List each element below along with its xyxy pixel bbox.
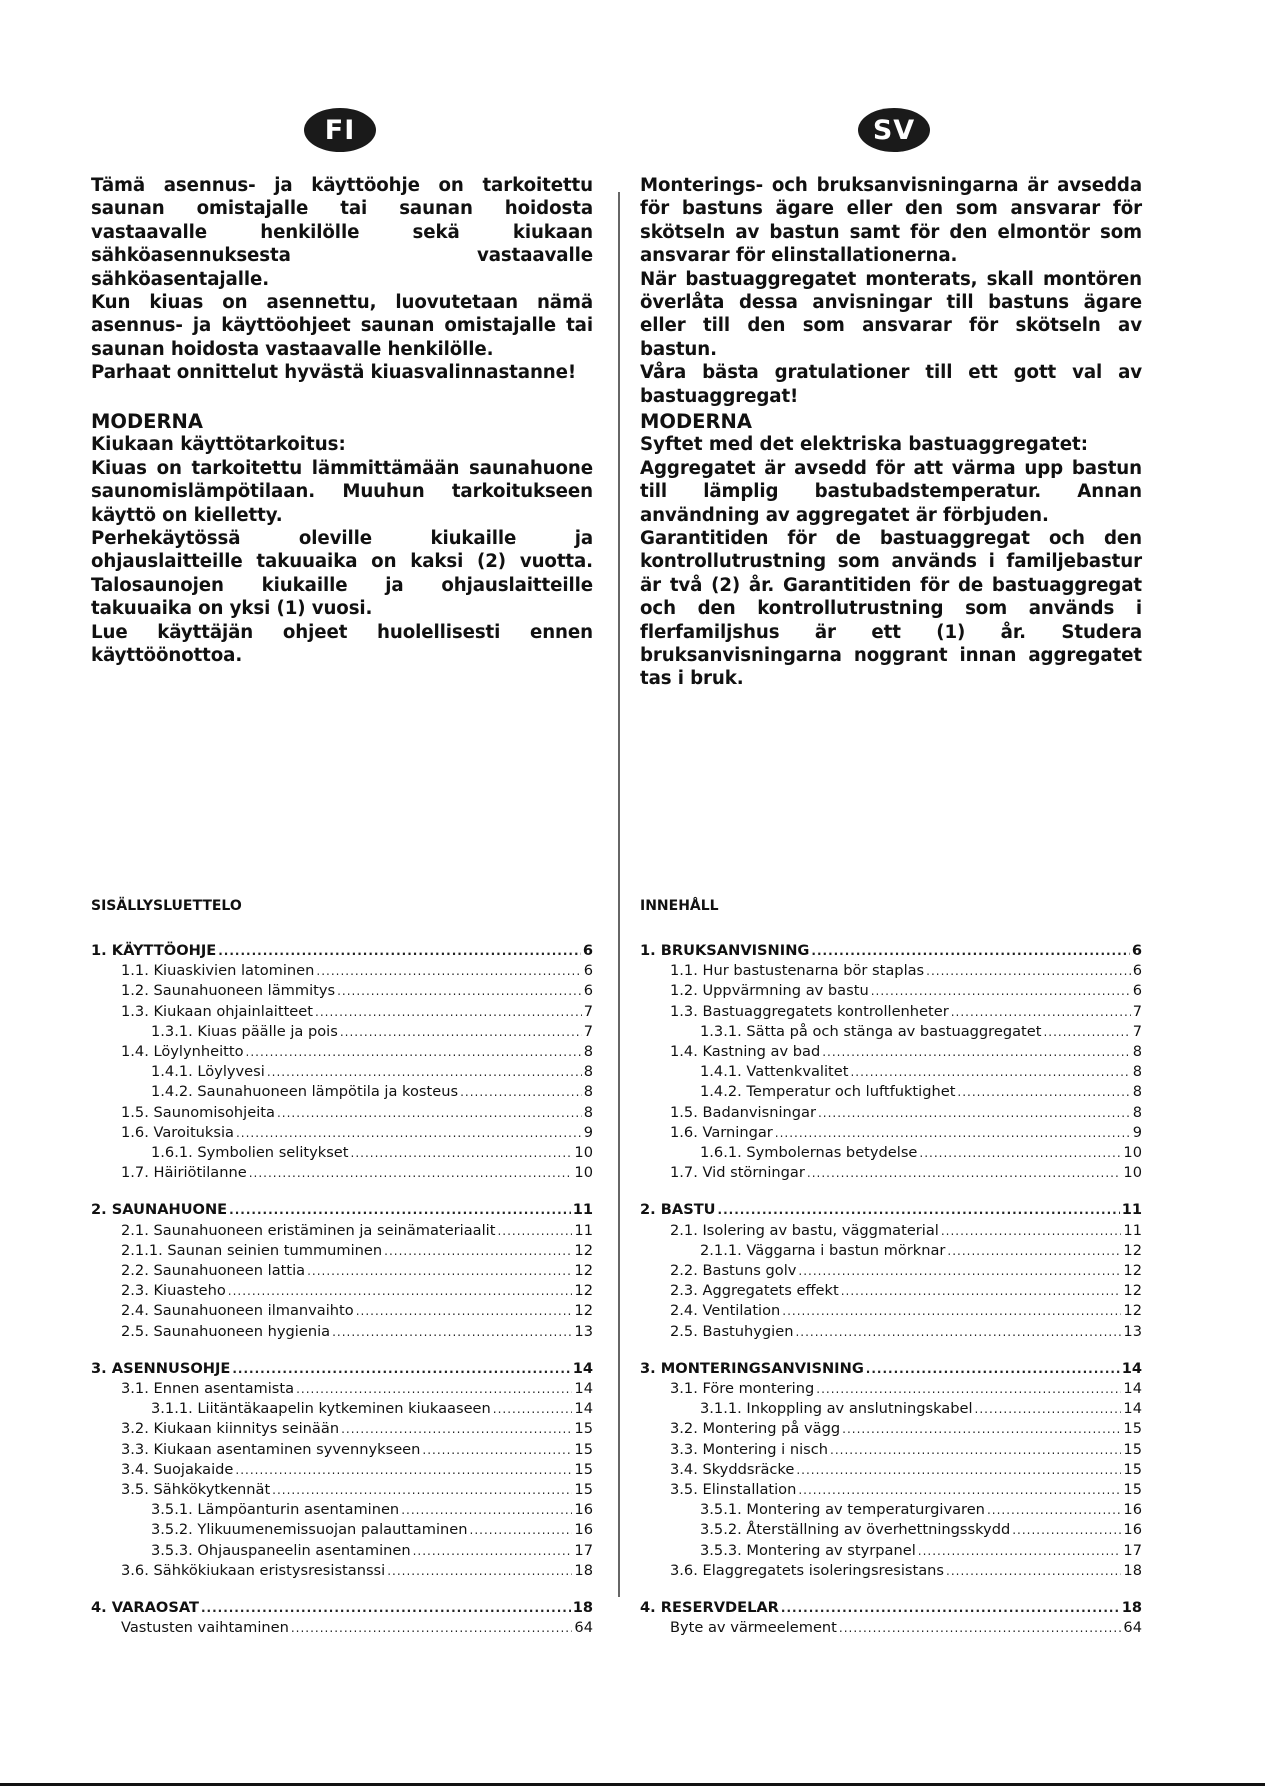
toc-entry-page: 12 — [1123, 1302, 1142, 1320]
purpose-paragraph: Garantitiden för de bastuaggregat och den kontrollutrustning som används i familjebastur är två (2) år. Garantitiden för de bastuaggregat och den kontrollutrustning som används i flerfamiljshus är ett (1) år. Studera bruksanvisningarna noggrant innan aggregatet tas i bruk. — [640, 528, 1142, 690]
toc-entry — [91, 1359, 593, 1379]
toc-entry — [91, 1103, 593, 1123]
toc-section — [640, 1359, 1142, 1581]
toc-leader-dots — [315, 1003, 582, 1022]
toc-entry-page: 12 — [574, 1302, 593, 1320]
toc-entry-title: 1.1. Hur bastustenarna bör staplas — [670, 962, 925, 980]
toc-entry-page: 15 — [1123, 1481, 1142, 1499]
toc-entry-page: 15 — [1123, 1420, 1142, 1438]
toc-leader-dots — [941, 1222, 1122, 1241]
model-title: MODERNA — [91, 410, 203, 433]
purpose-heading: Kiukaan käyttötarkoitus: — [91, 434, 346, 456]
toc-entry-page: 18 — [1123, 1561, 1142, 1579]
toc-leader-dots — [296, 1380, 572, 1399]
bottom-rule — [0, 1783, 1265, 1786]
toc-entry — [640, 1618, 1142, 1638]
toc-entry-title: 1.2. Saunahuoneen lämmitys — [121, 982, 336, 1000]
toc-entry — [91, 1598, 593, 1618]
toc-entry-page: 8 — [1132, 1083, 1142, 1101]
toc-entry-page: 16 — [574, 1521, 593, 1539]
toc-leader-dots — [798, 1262, 1121, 1281]
toc-entry — [91, 1561, 593, 1581]
toc-entry-title: Byte av värmeelement — [670, 1619, 837, 1637]
toc-entry — [91, 1221, 593, 1241]
toc-leader-dots — [850, 1063, 1130, 1082]
toc-leader-dots — [267, 1063, 582, 1082]
toc-leader-dots — [384, 1242, 572, 1261]
purpose-heading: Syftet med det elektriska bastuaggregatet: — [640, 434, 1089, 456]
toc-entry-page: 11 — [574, 1221, 593, 1239]
toc-entry-page: 18 — [574, 1561, 593, 1579]
toc-leader-dots — [946, 1562, 1121, 1581]
toc-entry — [91, 1002, 593, 1022]
toc-leader-dots — [957, 1083, 1130, 1102]
toc-entry-title: 3.4. Suojakaide — [121, 1460, 234, 1478]
toc-entry — [640, 1200, 1142, 1220]
toc-entry — [91, 941, 593, 961]
toc-leader-dots — [1043, 1023, 1130, 1042]
purpose-paragraph: Lue käyttäjän ohjeet huolellisesti ennen käyttöönottoa. — [91, 621, 593, 667]
toc-entry-title: 1.3. Bastuaggregatets kontrollenheter — [670, 1002, 949, 1020]
intro-paragraph: Parhaat onnittelut hyvästä kiuasvalinnastanne! — [91, 362, 577, 384]
toc-entry — [91, 1082, 593, 1102]
toc-entry — [91, 981, 593, 1001]
toc-entry — [640, 961, 1142, 981]
toc-entry-page: 17 — [574, 1541, 593, 1559]
toc-entry-page: 15 — [574, 1481, 593, 1499]
toc-entry — [640, 1399, 1142, 1419]
toc-entry-title: 3.2. Montering på vägg — [670, 1420, 841, 1438]
toc-entry-page: 13 — [1123, 1322, 1142, 1340]
toc-entry — [91, 1143, 593, 1163]
toc-entry-title: 2. BASTU — [640, 1201, 716, 1219]
table-of-contents-fi — [91, 897, 593, 1656]
intro-fi — [91, 174, 593, 385]
toc-entry-page: 12 — [574, 1282, 593, 1300]
intro-paragraph: Våra bästa gratulationer till ett gott val av bastuaggregat! — [640, 362, 1142, 407]
toc-entry — [640, 1082, 1142, 1102]
toc-entry — [640, 1062, 1142, 1082]
toc-entry-page: 10 — [1123, 1144, 1142, 1162]
toc-leader-dots — [775, 1124, 1131, 1143]
toc-entry-title: 1.6. Varningar — [670, 1123, 773, 1141]
toc-entry-title: 1.4.2. Temperatur och luftfuktighet — [700, 1083, 956, 1101]
toc-entry-title: 3.4. Skyddsräcke — [670, 1460, 795, 1478]
toc-entry-page: 16 — [1123, 1501, 1142, 1519]
toc-section — [640, 1200, 1142, 1341]
toc-leader-dots — [277, 1104, 582, 1123]
toc-leader-dots — [236, 1124, 582, 1143]
toc-leader-dots — [975, 1400, 1122, 1419]
toc-entry-title: 2.5. Bastuhygien — [670, 1322, 794, 1340]
toc-leader-dots — [337, 982, 582, 1001]
toc-entry — [91, 1520, 593, 1540]
toc-leader-dots — [926, 962, 1131, 981]
toc-entry — [91, 1419, 593, 1439]
toc-entry — [91, 1460, 593, 1480]
toc-leader-dots — [782, 1302, 1121, 1321]
toc-entry — [640, 1022, 1142, 1042]
toc-entry-title: 1.7. Häiriötilanne — [121, 1164, 247, 1182]
toc-entry — [640, 1301, 1142, 1321]
toc-leader-dots — [947, 1242, 1121, 1261]
toc-entry-title: 3.1.1. Inkoppling av anslutningskabel — [700, 1400, 973, 1418]
toc-entry-title: 3.1. Före montering — [670, 1380, 815, 1398]
toc-entry-page: 7 — [1132, 1022, 1142, 1040]
intro-sv — [640, 174, 1142, 408]
toc-leader-dots — [1012, 1521, 1121, 1540]
toc-entry-title: 1.6.1. Symbolien selitykset — [151, 1144, 349, 1162]
toc-section — [91, 1200, 593, 1341]
toc-leader-dots — [235, 1461, 572, 1480]
toc-entry — [640, 1598, 1142, 1618]
toc-leader-dots — [229, 1201, 571, 1220]
toc-entry-page: 12 — [574, 1241, 593, 1259]
model-section-sv — [640, 410, 1142, 691]
toc-leader-dots — [272, 1481, 572, 1500]
toc-entry-title: 2.4. Saunahuoneen ilmanvaihto — [121, 1302, 354, 1320]
toc-entry — [91, 1042, 593, 1062]
toc-entry-title: 3.1. Ennen asentamista — [121, 1380, 295, 1398]
toc-entry-page: 9 — [583, 1123, 593, 1141]
toc-entry — [91, 1123, 593, 1143]
toc-entry-title: 2. SAUNAHUONE — [91, 1201, 228, 1219]
column-divider — [618, 192, 620, 1597]
toc-entry-page: 10 — [574, 1164, 593, 1182]
toc-entry — [640, 1123, 1142, 1143]
toc-leader-dots — [291, 1619, 573, 1638]
toc-entry-title: 4. RESERVDELAR — [640, 1599, 779, 1617]
toc-entry — [640, 1379, 1142, 1399]
toc-entry-title: 2.4. Ventilation — [670, 1302, 781, 1320]
toc-entry — [640, 1163, 1142, 1183]
toc-entry — [640, 1042, 1142, 1062]
toc-entry — [640, 1480, 1142, 1500]
toc-entry — [640, 1359, 1142, 1379]
toc-entry-title: 1. KÄYTTÖOHJE — [91, 942, 217, 959]
toc-entry-title: 3.5. Elinstallation — [670, 1481, 797, 1499]
toc-entry-title: 3.6. Sähkökiukaan eristysresistanssi — [121, 1561, 386, 1579]
toc-entry — [640, 1241, 1142, 1261]
toc-entry-title: 2.5. Saunahuoneen hygienia — [121, 1322, 331, 1340]
toc-entry-title: 3.1.1. Liitäntäkaapelin kytkeminen kiukaaseen — [151, 1400, 491, 1418]
toc-leader-dots — [246, 1043, 582, 1062]
toc-entry-page: 64 — [1123, 1619, 1142, 1637]
toc-entry-page: 12 — [1123, 1241, 1142, 1259]
toc-entry-page: 12 — [574, 1262, 593, 1280]
toc-entry — [91, 1163, 593, 1183]
toc-entry-title: 1.6.1. Symbolernas betydelse — [700, 1144, 918, 1162]
toc-leader-dots — [460, 1083, 582, 1102]
toc-entry-page: 8 — [1132, 1063, 1142, 1081]
toc-leader-dots — [493, 1400, 573, 1419]
toc-entry — [640, 981, 1142, 1001]
toc-leader-dots — [356, 1302, 573, 1321]
purpose-paragraph: Aggregatet är avsedd för att värma upp bastun till lämplig bastubadstemperatur. Annan användning av aggregatet är förbjuden. — [640, 457, 1142, 526]
toc-entry-title: 1.2. Uppvärmning av bastu — [670, 982, 869, 1000]
toc-entry-page: 14 — [572, 1359, 593, 1377]
toc-entry — [640, 1281, 1142, 1301]
toc-leader-dots — [798, 1481, 1121, 1500]
toc-entry — [91, 1500, 593, 1520]
toc-entry — [640, 1419, 1142, 1439]
toc-leader-dots — [201, 1599, 571, 1618]
toc-leader-dots — [951, 1003, 1131, 1022]
table-of-contents-sv — [640, 897, 1142, 1656]
toc-leader-dots — [340, 1023, 582, 1042]
toc-entry-page: 15 — [1123, 1440, 1142, 1458]
toc-section — [640, 1598, 1142, 1638]
toc-entry-title: 2.1.1. Saunan seinien tummuminen — [121, 1241, 383, 1259]
purpose-paragraph: Kiuas on tarkoitettu lämmittämään saunahuone saunomislämpötilaan. Muuhun tarkoitukseen käyttö on kielletty. — [91, 457, 593, 526]
toc-entry-page: 10 — [1123, 1164, 1142, 1182]
intro-paragraph: Tämä asennus- ja käyttöohje on tarkoitettu saunan omistajalle tai saunan hoidosta vastaavalle henkilölle sekä kiukaan sähköasennuksesta vastaavalle sähköasentajalle. — [91, 175, 593, 290]
toc-entry-title: 1.3. Kiukaan ohjainlaitteet — [121, 1002, 313, 1020]
toc-entry — [91, 1200, 593, 1220]
toc-entry — [640, 1440, 1142, 1460]
toc-entry — [640, 1221, 1142, 1241]
toc-entry — [640, 1103, 1142, 1123]
toc-entry-page: 18 — [572, 1599, 593, 1617]
toc-entry — [91, 1618, 593, 1638]
toc-entry-title: 3.5.1. Lämpöanturin asentaminen — [151, 1501, 400, 1519]
toc-entry-title: 1.1. Kiuaskivien latominen — [121, 962, 315, 980]
toc-leader-dots — [332, 1323, 572, 1342]
toc-entry-page: 8 — [1132, 1043, 1142, 1061]
toc-leader-dots — [822, 1043, 1130, 1062]
toc-entry-title: 4. VARAOSAT — [91, 1599, 199, 1617]
toc-entry-page: 7 — [583, 1022, 593, 1040]
toc-entry-page: 8 — [583, 1083, 593, 1101]
toc-entry-page: 14 — [1121, 1359, 1142, 1377]
toc-leader-dots — [866, 1360, 1120, 1379]
toc-entry — [91, 1261, 593, 1281]
toc-entry-title: 1.4. Kastning av bad — [670, 1043, 821, 1061]
toc-entry — [640, 1500, 1142, 1520]
toc-entry-page: 14 — [574, 1380, 593, 1398]
toc-entry — [640, 941, 1142, 961]
toc-entry-title: 2.1.1. Väggarna i bastun mörknar — [700, 1241, 946, 1259]
toc-entry-title: 3. ASENNUSOHJE — [91, 1359, 231, 1377]
toc-entry-page: 14 — [1123, 1380, 1142, 1398]
toc-entry-title: 2.1. Saunahuoneen eristäminen ja seinämateriaalit — [121, 1221, 496, 1239]
toc-entry-page: 6 — [582, 942, 593, 959]
toc-entry — [640, 1561, 1142, 1581]
toc-entry — [91, 1322, 593, 1342]
toc-entry-title: 2.1. Isolering av bastu, väggmaterial — [670, 1221, 939, 1239]
toc-entry-page: 16 — [1123, 1521, 1142, 1539]
toc-entry-page: 14 — [574, 1400, 593, 1418]
toc-entry-page: 14 — [1123, 1400, 1142, 1418]
toc-entry-page: 8 — [583, 1043, 593, 1061]
toc-entry-title: 2.3. Kiuasteho — [121, 1282, 226, 1300]
toc-leader-dots — [811, 942, 1129, 961]
toc-entry-page: 6 — [1132, 982, 1142, 1000]
intro-paragraph: Kun kiuas on asennettu, luovutetaan nämä asennus- ja käyttöohjeet saunan omistajalle tai saunan hoidosta vastaavalle henkilölle. — [91, 292, 593, 360]
toc-leader-dots — [470, 1521, 573, 1540]
toc-entry-title: 1.5. Badanvisningar — [670, 1103, 816, 1121]
toc-entry — [91, 1241, 593, 1261]
toc-entry-title: 1.3.1. Sätta på och stänga av bastuaggregatet — [700, 1022, 1042, 1040]
toc-entry-page: 10 — [574, 1144, 593, 1162]
toc-entry-title: 1.4. Löylynheitto — [121, 1043, 244, 1061]
toc-entry — [91, 1301, 593, 1321]
toc-entry — [91, 1440, 593, 1460]
toc-entry-title: Vastusten vaihtaminen — [121, 1619, 289, 1637]
toc-leader-dots — [413, 1542, 573, 1561]
toc-entry-title: 1.4.1. Löylyvesi — [151, 1063, 265, 1081]
toc-section — [91, 1598, 593, 1638]
toc-entry-title: 2.2. Bastuns golv — [670, 1262, 797, 1280]
toc-entry-title: 1.4.1. Vattenkvalitet — [700, 1063, 849, 1081]
toc-leader-dots — [422, 1441, 572, 1460]
toc-entry-page: 18 — [1121, 1599, 1142, 1617]
toc-entry — [91, 1399, 593, 1419]
toc-leader-dots — [841, 1282, 1122, 1301]
toc-entry-page: 11 — [1123, 1221, 1142, 1239]
toc-entry-title: 3.5. Sähkökytkennät — [121, 1481, 271, 1499]
toc-leader-dots — [232, 1360, 570, 1379]
toc-leader-dots — [351, 1144, 573, 1163]
toc-entry — [91, 1541, 593, 1561]
toc-entry-page: 9 — [1132, 1123, 1142, 1141]
toc-entry-title: 1.5. Saunomisohjeita — [121, 1103, 275, 1121]
toc-leader-dots — [218, 942, 581, 961]
toc-entry-title: 3. MONTERINGSANVISNING — [640, 1359, 864, 1377]
toc-entry-page: 8 — [583, 1103, 593, 1121]
toc-entry — [91, 1480, 593, 1500]
toc-entry-page: 6 — [583, 962, 593, 980]
toc-entry — [640, 1541, 1142, 1561]
toc-entry-page: 15 — [574, 1440, 593, 1458]
toc-entry-title: 3.3. Montering i nisch — [670, 1440, 829, 1458]
toc-leader-dots — [387, 1562, 572, 1581]
toc-entry-page: 6 — [1131, 942, 1142, 959]
toc-leader-dots — [818, 1104, 1131, 1123]
toc-section — [91, 1359, 593, 1581]
toc-leader-dots — [796, 1461, 1121, 1480]
toc-leader-dots — [401, 1501, 572, 1520]
toc-leader-dots — [839, 1619, 1122, 1638]
toc-entry-page: 8 — [1132, 1103, 1142, 1121]
toc-entry-title: 3.3. Kiukaan asentaminen syvennykseen — [121, 1440, 421, 1458]
model-section-fi — [91, 410, 593, 667]
language-badge-fi: FI — [304, 108, 376, 152]
toc-entry — [91, 1281, 593, 1301]
toc-leader-dots — [816, 1380, 1121, 1399]
toc-entry-title: 3.2. Kiukaan kiinnitys seinään — [121, 1420, 340, 1438]
toc-entry-title: 1.3.1. Kiuas päälle ja pois — [151, 1022, 338, 1040]
toc-entry — [640, 1460, 1142, 1480]
toc-entry-title: 2.3. Aggregatets effekt — [670, 1282, 839, 1300]
toc-entry-page: 6 — [1132, 962, 1142, 980]
toc-leader-dots — [249, 1164, 573, 1183]
intro-paragraph: När bastuaggregatet monterats, skall montören överlåta dessa anvisningar till bastuns ägare eller till den som ansvarar för skötseln av bastun. — [640, 268, 1142, 360]
toc-entry-title: 2.2. Saunahuoneen lattia — [121, 1262, 306, 1280]
toc-leader-dots — [781, 1599, 1120, 1618]
toc-entry-title: 1. BRUKSANVISNING — [640, 942, 810, 959]
toc-leader-dots — [228, 1282, 573, 1301]
toc-section — [640, 941, 1142, 1183]
toc-entry-page: 12 — [1123, 1282, 1142, 1300]
toc-entry-title: 3.5.1. Montering av temperaturgivaren — [700, 1501, 985, 1519]
toc-title: INNEHÅLL — [640, 898, 719, 914]
toc-leader-dots — [795, 1323, 1121, 1342]
toc-leader-dots — [718, 1201, 1120, 1220]
toc-entry-page: 8 — [583, 1063, 593, 1081]
toc-entry-page: 15 — [1123, 1460, 1142, 1478]
toc-entry — [91, 1062, 593, 1082]
intro-paragraph: Monterings- och bruksanvisningarna är avsedda för bastuns ägare eller den som ansvarar för skötseln av bastun samt för den elmontör som ansvarar för elinstallationerna. — [640, 175, 1142, 267]
toc-entry-page: 7 — [583, 1002, 593, 1020]
toc-leader-dots — [830, 1441, 1121, 1460]
toc-leader-dots — [871, 982, 1131, 1001]
toc-entry-title: 3.5.3. Montering av styrpanel — [700, 1541, 916, 1559]
toc-entry-title: 3.6. Elaggregatets isoleringsresistans — [670, 1561, 944, 1579]
toc-entry — [640, 1261, 1142, 1281]
toc-entry-title: 1.6. Varoituksia — [121, 1123, 234, 1141]
toc-entry-page: 11 — [572, 1201, 593, 1219]
toc-title: SISÄLLYSLUETTELO — [91, 898, 242, 914]
toc-entry-page: 15 — [574, 1420, 593, 1438]
toc-entry-title: 3.5.3. Ohjauspaneelin asentaminen — [151, 1541, 411, 1559]
toc-leader-dots — [918, 1542, 1122, 1561]
toc-entry — [91, 1379, 593, 1399]
toc-entry — [640, 1002, 1142, 1022]
toc-entry — [91, 1022, 593, 1042]
model-title: MODERNA — [640, 410, 752, 433]
toc-leader-dots — [842, 1420, 1121, 1439]
toc-entry-page: 64 — [574, 1619, 593, 1637]
purpose-paragraph: Perhekäytössä oleville kiukaille ja ohjauslaitteille takuuaika on kaksi (2) vuotta. Talosaunojen kiukaille ja ohjauslaitteille takuuaika on yksi (1) vuosi. — [91, 528, 593, 620]
toc-entry-title: 1.7. Vid störningar — [670, 1164, 805, 1182]
toc-leader-dots — [807, 1164, 1122, 1183]
toc-entry-page: 16 — [574, 1501, 593, 1519]
toc-entry-page: 15 — [574, 1460, 593, 1478]
toc-leader-dots — [919, 1144, 1121, 1163]
toc-entry-page: 17 — [1123, 1541, 1142, 1559]
toc-leader-dots — [987, 1501, 1121, 1520]
toc-leader-dots — [341, 1420, 572, 1439]
toc-entry-title: 3.5.2. Återställning av överhettningsskydd — [700, 1521, 1011, 1539]
toc-entry-page: 12 — [1123, 1262, 1142, 1280]
toc-entry-title: 3.5.2. Ylikuumenemissuojan palauttaminen — [151, 1521, 468, 1539]
toc-leader-dots — [316, 962, 581, 981]
toc-entry-page: 13 — [574, 1322, 593, 1340]
language-badge-sv: SV — [858, 108, 930, 152]
toc-entry-page: 11 — [1121, 1201, 1142, 1219]
toc-section — [91, 941, 593, 1183]
toc-entry-page: 6 — [583, 982, 593, 1000]
toc-leader-dots — [497, 1222, 572, 1241]
toc-entry — [640, 1143, 1142, 1163]
toc-entry — [640, 1322, 1142, 1342]
toc-entry-title: 1.4.2. Saunahuoneen lämpötila ja kosteus — [151, 1083, 459, 1101]
toc-entry-page: 7 — [1132, 1002, 1142, 1020]
toc-leader-dots — [307, 1262, 572, 1281]
toc-entry — [91, 961, 593, 981]
toc-entry — [640, 1520, 1142, 1540]
